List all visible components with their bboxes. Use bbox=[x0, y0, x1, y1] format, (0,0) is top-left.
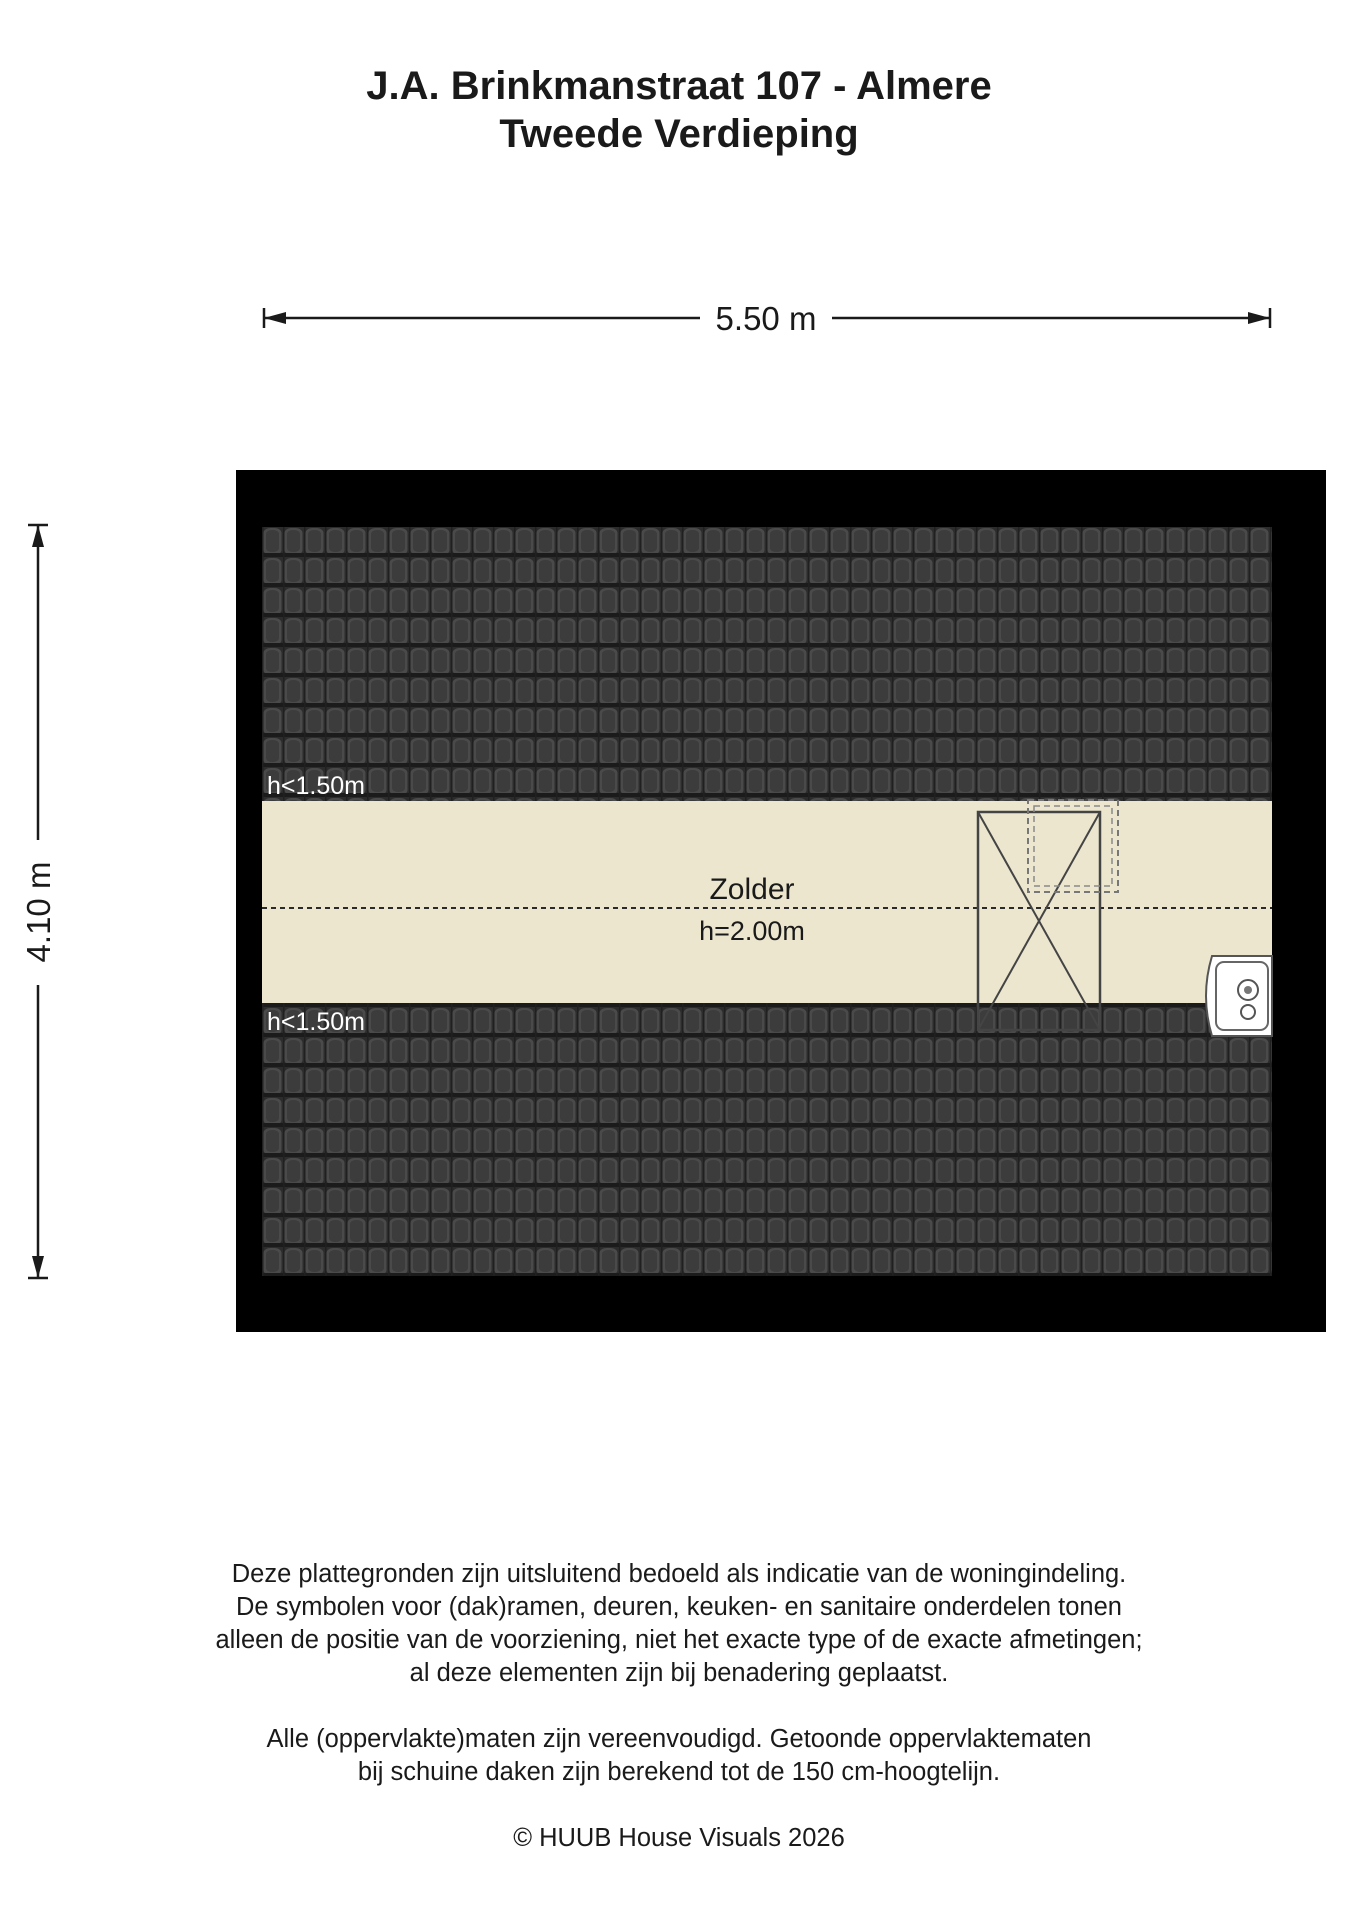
room-name: Zolder bbox=[709, 873, 795, 906]
width-label: 5.50 m bbox=[715, 300, 817, 337]
address-title: J.A. Brinkmanstraat 107 - Almere bbox=[366, 64, 992, 108]
disclaimer-paragraph-1 bbox=[0, 1558, 1358, 1690]
disclaimer bbox=[0, 1558, 1358, 1888]
arrow-right-icon bbox=[1248, 312, 1270, 324]
disclaimer-line: bij schuine daken zijn berekend tot de 150 cm-hoogtelijn. bbox=[357, 1758, 1001, 1786]
arrow-down-icon bbox=[32, 1256, 44, 1278]
roof-slope-bottom bbox=[262, 1003, 1272, 1276]
depth-label: 4.10 m bbox=[20, 861, 57, 963]
floor-title: Tweede Verdieping bbox=[499, 112, 859, 156]
low-height-label-top: h<1.50m bbox=[267, 772, 365, 800]
room-height: h=2.00m bbox=[699, 916, 805, 946]
disclaimer-line: alleen de positie van de voorziening, niet het exacte type of de exacte afmetingen; bbox=[215, 1626, 1143, 1654]
low-height-label-bottom: h<1.50m bbox=[267, 1008, 365, 1036]
width-dimension bbox=[264, 300, 1270, 337]
disclaimer-line: De symbolen voor (dak)ramen, deuren, keuken- en sanitaire onderdelen tonen bbox=[236, 1593, 1122, 1621]
roof-slope-top bbox=[262, 527, 1272, 801]
disclaimer-line: al deze elementen zijn bij benadering geplaatst. bbox=[409, 1659, 949, 1687]
arrow-up-icon bbox=[32, 525, 44, 547]
disclaimer-line: Alle (oppervlakte)maten zijn vereenvoudigd. Getoonde oppervlaktematen bbox=[266, 1725, 1092, 1753]
arrow-left-icon bbox=[264, 312, 286, 324]
depth-dimension bbox=[20, 525, 57, 1278]
copyright: © HUUB House Visuals 2026 bbox=[513, 1824, 845, 1852]
disclaimer-line: Deze plattegronden zijn uitsluitend bedoeld als indicatie van de woningindeling. bbox=[231, 1560, 1127, 1588]
disclaimer-paragraph-2 bbox=[0, 1723, 1358, 1789]
boiler-icon bbox=[1206, 956, 1272, 1036]
